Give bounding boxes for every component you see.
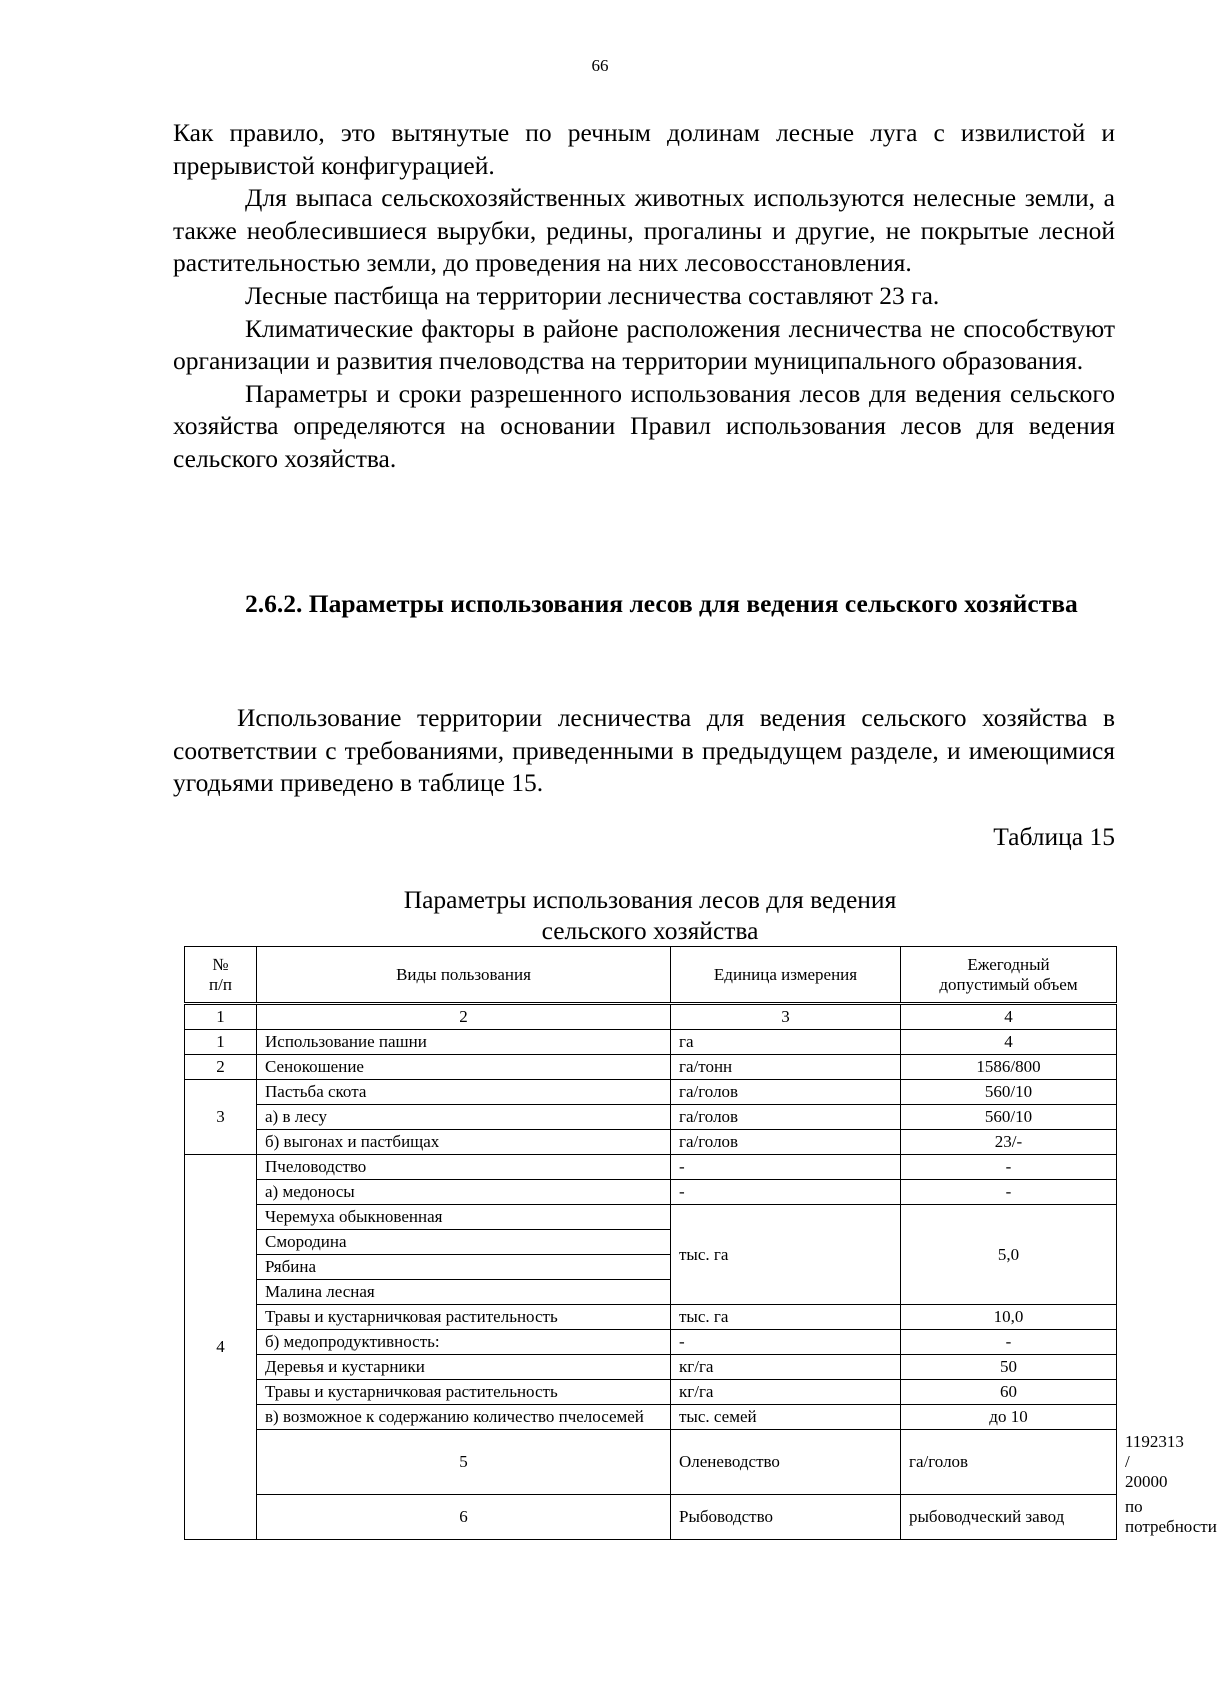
row-unit: -	[671, 1330, 901, 1355]
row-unit: га	[671, 1030, 901, 1055]
row-unit: га/голов	[671, 1105, 901, 1130]
row-kind: а) медоносы	[257, 1180, 671, 1205]
section-heading: 2.6.2. Параметры использования лесов для ведения сельского хозяйства	[245, 589, 1078, 618]
row-kind: Смородина	[257, 1230, 671, 1255]
intro-paragraph: Использование территории лесничества для ведения сельского хозяйства в соответствии с требованиями, приведенными в предыдущем разделе, и имеющимися угодьями приведено в таблице 15.	[173, 703, 1115, 798]
index-cell: 1	[185, 1004, 257, 1030]
table-row	[185, 1130, 1117, 1155]
row-volume: 4	[901, 1030, 1117, 1055]
row-num: 3	[185, 1080, 257, 1155]
header-unit: Единица измерения	[671, 947, 901, 1004]
row-num: 2	[185, 1055, 257, 1080]
table-row	[185, 1180, 1117, 1205]
row-volume: 1586/800	[901, 1055, 1117, 1080]
row-kind: Сенокошение	[257, 1055, 671, 1080]
row-kind: а) в лесу	[257, 1105, 671, 1130]
row-unit: -	[671, 1155, 901, 1180]
row-unit: тыс. семей	[671, 1405, 901, 1430]
table-row	[185, 1080, 1117, 1105]
table-row	[185, 1030, 1117, 1055]
row-unit: га/тонн	[671, 1055, 901, 1080]
header-num-line: п/п	[209, 974, 232, 994]
table-header-row	[185, 947, 1117, 1004]
table-row	[185, 1355, 1117, 1380]
table-title-line: Параметры использования лесов для ведения	[403, 885, 897, 914]
index-cell: 4	[901, 1004, 1117, 1030]
paragraph: Параметры и сроки разрешенного использования лесов для ведения сельского хозяйства определяются на основании Правил использования лесов для ведения сельского хозяйства.	[173, 378, 1115, 473]
row-kind: Использование пашни	[257, 1030, 671, 1055]
row-volume: 560/10	[901, 1080, 1117, 1105]
table-row	[185, 1205, 1117, 1230]
row-kind: Пчеловодство	[257, 1155, 671, 1180]
row-unit: га/голов	[901, 1430, 1117, 1495]
row-unit: га/голов	[671, 1130, 901, 1155]
index-cell: 2	[257, 1004, 671, 1030]
table-row	[185, 1330, 1117, 1355]
header-kind: Виды пользования	[257, 947, 671, 1004]
table-title-line: сельского хозяйства	[541, 916, 759, 945]
table-index-row	[185, 1004, 1117, 1030]
table-row	[185, 1405, 1117, 1430]
row-unit: га/голов	[671, 1080, 901, 1105]
row-kind: Травы и кустарничковая растительность	[257, 1305, 671, 1330]
index-cell: 3	[671, 1004, 901, 1030]
row-volume: -	[901, 1180, 1117, 1205]
table-row: 6 Рыбоводство рыбоводческий завод по потребности	[185, 1495, 1117, 1540]
header-num-line: №	[212, 954, 229, 974]
table-row: 5 Оленеводство га/голов 1192313 / 20000	[185, 1430, 1117, 1495]
row-unit: -	[671, 1180, 901, 1205]
row-kind: Черемуха обыкновенная	[257, 1205, 671, 1230]
paragraph: Как правило, это вытянутые по речным долинам лесные луга с извилистой и прерывистой конфигурацией.	[173, 118, 1115, 180]
row-kind: Оленеводство	[671, 1430, 901, 1495]
row-num: 4	[185, 1155, 257, 1540]
page-number: 66	[591, 56, 609, 75]
table-row	[185, 1155, 1117, 1180]
row-volume: 50	[901, 1355, 1117, 1380]
table-title	[300, 884, 1000, 946]
row-unit: тыс. га	[671, 1205, 901, 1305]
row-kind: в) возможное к содержанию количество пчелосемей	[257, 1405, 671, 1430]
table-row	[185, 1380, 1117, 1405]
parameters-table	[184, 946, 1217, 1540]
paragraph: Климатические факторы в районе расположения лесничества не способствуют организации и развития пчеловодства на территории муниципального образования.	[173, 313, 1115, 376]
row-num: 5	[257, 1430, 671, 1495]
row-num: 6	[257, 1495, 671, 1540]
table-label: Таблица 15	[993, 822, 1115, 851]
row-kind: Рябина	[257, 1255, 671, 1280]
row-volume: -	[901, 1155, 1117, 1180]
row-unit: тыс. га	[671, 1305, 901, 1330]
row-volume: 23/-	[901, 1130, 1117, 1155]
row-kind: Травы и кустарничковая растительность	[257, 1380, 671, 1405]
row-kind: б) выгонах и пастбищах	[257, 1130, 671, 1155]
paragraph: Лесные пастбища на территории лесничества составляют 23 га.	[245, 280, 940, 310]
row-volume: 5,0	[901, 1205, 1117, 1305]
row-volume: 560/10	[901, 1105, 1117, 1130]
row-volume: 60	[901, 1380, 1117, 1405]
row-kind: б) медопродуктивность:	[257, 1330, 671, 1355]
row-volume: до 10	[901, 1405, 1117, 1430]
table-row	[185, 1055, 1117, 1080]
row-kind: Деревья и кустарники	[257, 1355, 671, 1380]
row-volume: 10,0	[901, 1305, 1117, 1330]
header-num	[185, 947, 257, 1004]
row-num: 1	[185, 1030, 257, 1055]
body-text	[173, 117, 1115, 476]
row-kind: Пастьба скота	[257, 1080, 671, 1105]
table-row	[185, 1105, 1117, 1130]
table-row	[185, 1305, 1117, 1330]
row-volume: -	[901, 1330, 1117, 1355]
header-volume	[901, 947, 1117, 1004]
row-unit: кг/га	[671, 1355, 901, 1380]
row-unit: кг/га	[671, 1380, 901, 1405]
header-volume-line: допустимый объем	[939, 974, 1078, 994]
header-volume-line: Ежегодный	[967, 954, 1050, 974]
row-unit: рыбоводческий завод	[901, 1495, 1117, 1540]
intro-text	[173, 702, 1115, 800]
row-kind: Малина лесная	[257, 1280, 671, 1305]
paragraph: Для выпаса сельскохозяйственных животных используются нелесные земли, а также необлесившиеся вырубки, редины, прогалины и другие, не покрытые лесной растительностью земли, до проведения на них лесовосстановления.	[173, 183, 1115, 278]
row-kind: Рыбоводство	[671, 1495, 901, 1540]
